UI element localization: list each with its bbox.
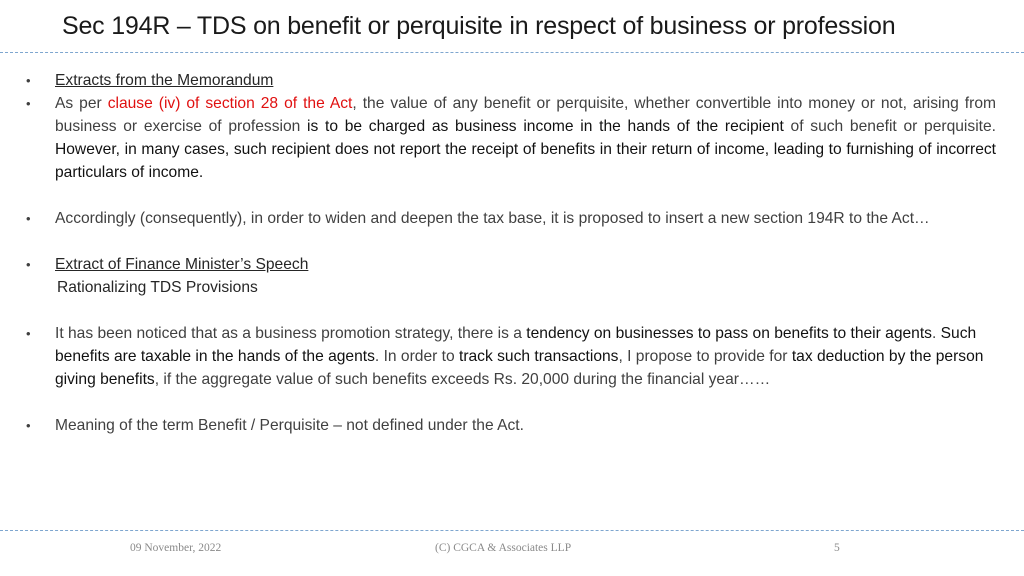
memorandum-paragraph (55, 92, 996, 184)
highlight-clause: clause (iv) of section 28 of the Act (107, 95, 353, 112)
text-run: As per (55, 95, 108, 112)
text-run: , the value of any benefit or perquisite, whether convertible into money or not, arising from business or exercise of profession (55, 95, 996, 135)
slide-content (26, 69, 996, 437)
meaning-text: Meaning of the term Benefit / Perquisite – not defined under the Act. (55, 417, 524, 434)
emphasis-text: However, in many cases, such recipient does not report the receipt of benefits in their return of income, leading to furnishing of incorrect particulars of income. (55, 141, 996, 181)
bullet-meaning (26, 414, 996, 437)
accordingly-paragraph: Accordingly (consequently), in order to widen and deepen the tax base, it is proposed to insert a new section 194R to the Act… (55, 210, 930, 227)
speech-subheading: Rationalizing TDS Provisions (57, 279, 258, 296)
bullet-dot-icon: • (26, 96, 31, 111)
emphasis-text: tax deduction by the person giving benefits (55, 348, 984, 388)
bottom-divider (0, 530, 1024, 531)
emphasis-text: is to be charged as business income in the hands of the recipient (307, 118, 784, 135)
emphasis-text: tendency on businesses to pass on benefits to their agents (526, 325, 932, 342)
bullet-speech-text (26, 322, 996, 391)
bullet-dot-icon: • (26, 418, 31, 433)
text-run: of such benefit or perquisite. (783, 118, 996, 135)
speech-paragraph (55, 322, 996, 391)
bullet-accordingly (26, 207, 996, 230)
bullet-memorandum-text (26, 92, 996, 184)
footer-page-number: 5 (834, 542, 840, 554)
speech-heading: Extract of Finance Minister’s Speech (55, 256, 309, 273)
bullet-speech-heading (26, 253, 996, 276)
bullet-dot-icon: • (26, 326, 31, 341)
memorandum-heading: Extracts from the Memorandum (55, 72, 274, 89)
bullet-memorandum-heading (26, 69, 996, 92)
text-run: . In order to (374, 348, 459, 365)
text-run: , I propose to provide for (618, 348, 792, 365)
text-run: It has been noticed that as a business promotion strategy, there is a (55, 325, 527, 342)
text-run: . (931, 325, 941, 342)
emphasis-text: Such benefits are taxable in the hands of the agents (55, 325, 977, 365)
footer-company: (C) CGCA & Associates LLP (435, 542, 572, 554)
bullet-dot-icon: • (26, 211, 31, 226)
emphasis-text: track such transactions (458, 348, 619, 365)
top-divider (0, 52, 1024, 53)
footer-date: 09 November, 2022 (130, 542, 222, 554)
slide-title: Sec 194R – TDS on benefit or perquisite in respect of business or profession (62, 12, 896, 40)
bullet-dot-icon: • (26, 73, 31, 88)
bullet-dot-icon: • (26, 257, 31, 272)
text-run: , if the aggregate value of such benefits exceeds Rs. 20,000 during the financial year…… (154, 371, 771, 388)
